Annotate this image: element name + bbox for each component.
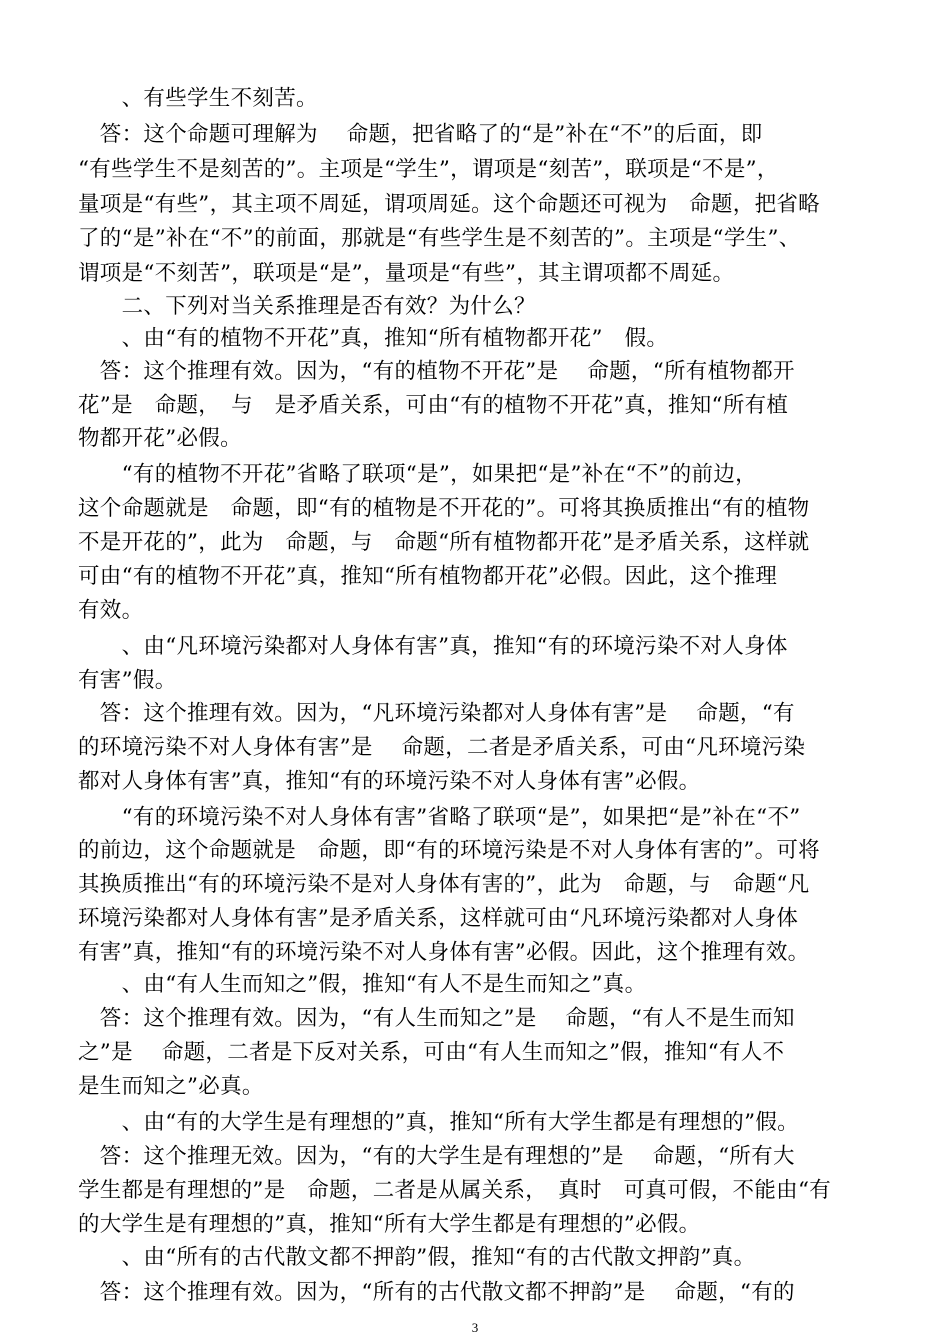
text-line: 这个命题就是 命题，即“有的植物是不开花的”。可将其换质推出“有的植物 [78,496,810,521]
text-line: 之”是 命题，二者是下反对关系，可由“有人生而知之”假，推知“有人不 [78,1040,785,1065]
text-line: 答：这个推理有效。因为，“有人生而知之”是 命题，“有人不是生而知 [78,1006,795,1031]
text-line: 答：这个推理有效。因为，“有的植物不开花”是 命题，“所有植物都开 [78,359,795,384]
text-line: 有效。 [78,598,144,623]
text-line: 、有些学生不刻苦。 [78,86,318,111]
text-line: 的前边，这个命题就是 命题，即“有的环境污染是不对人身体有害的”。可将 [78,838,820,863]
text-line: 量项是“有些”，其主项不周延，谓项周延。这个命题还可视为 命题，把省略 [78,192,820,217]
text-line: 环境污染都对人身体有害”是矛盾关系，这样就可由“凡环境污染都对人身体 [78,906,799,931]
text-line: 其换质推出“有的环境污染不是对人身体有害的”，此为 命题，与 命题“凡 [78,872,810,897]
section-heading: 二、下列对当关系推理是否有效？为什么？ [78,294,536,319]
text-line: “有的植物不开花”省略了联项“是”，如果把“是”补在“不”的前边， [78,462,757,487]
text-line: 都对人身体有害”真，推知“有的环境污染不对人身体有害”必假。 [78,769,701,794]
text-line: 是生而知之”必真。 [78,1074,264,1099]
text-line: 、由“所有的古代散文都不押韵”假，推知“有的古代散文押韵”真。 [78,1245,756,1270]
text-line: 答：这个命题可理解为 命题，把省略了的“是”补在“不”的后面，即 [78,122,763,147]
text-line: 的大学生是有理想的”真，推知“所有大学生都是有理想的”必假。 [78,1212,701,1237]
text-line: 、由“凡环境污染都对人身体有害”真，推知“有的环境污染不对人身体 [78,634,788,659]
page-number: 3 [471,1320,479,1335]
text-line: 的环境污染不对人身体有害”是 命题，二者是矛盾关系，可由“凡环境污染 [78,735,806,760]
text-line: 可由“有的植物不开花”真，推知“所有植物都开花”必假。因此，这个推理 [78,564,778,589]
text-line: “有些学生不是刻苦的”。主项是“学生”，谓项是“刻苦”，联项是“不是”， [78,157,779,182]
text-line: 答：这个推理无效。因为，“有的大学生是有理想的”是 命题，“所有大 [78,1144,795,1169]
text-line: 不是开花的”，此为 命题，与 命题“所有植物都开花”是矛盾关系，这样就 [78,530,810,555]
text-line: 了的“是”补在“不”的前面，那就是“有些学生是不刻苦的”。主项是“学生”、 [78,226,801,251]
text-line: 物都开花”必假。 [78,426,242,451]
text-line: “有的环境污染不对人身体有害”省略了联项“是”，如果把“是”补在“不” [78,805,801,830]
text-line: 花”是 命题， 与 是矛盾关系，可由“有的植物不开花”真，推知“所有植 [78,393,789,418]
text-line: 、由“有人生而知之”假，推知“有人不是生而知之”真。 [78,972,647,997]
text-line: 答：这个推理有效。因为，“所有的古代散文都不押韵”是 命题，“有的 [78,1280,795,1305]
text-line: 有害”假。 [78,668,177,693]
text-line: 学生都是有理想的”是 命题，二者是从属关系， 真时 可真可假，不能由“有 [78,1178,832,1203]
text-line: 、由“有的植物不开花”真，推知“所有植物都开花” 假。 [78,326,669,351]
text-line: 有害”真，推知“有的环境污染不对人身体有害”必假。因此，这个推理有效。 [78,940,810,965]
text-line: 答：这个推理有效。因为，“凡环境污染都对人身体有害”是 命题，“有 [78,701,795,726]
text-line: 、由“有的大学生是有理想的”真，推知“所有大学生都是有理想的”假。 [78,1110,799,1135]
text-line: 谓项是“不刻苦”，联项是“是”，量项是“有些”，其主谓项都不周延。 [78,261,735,286]
